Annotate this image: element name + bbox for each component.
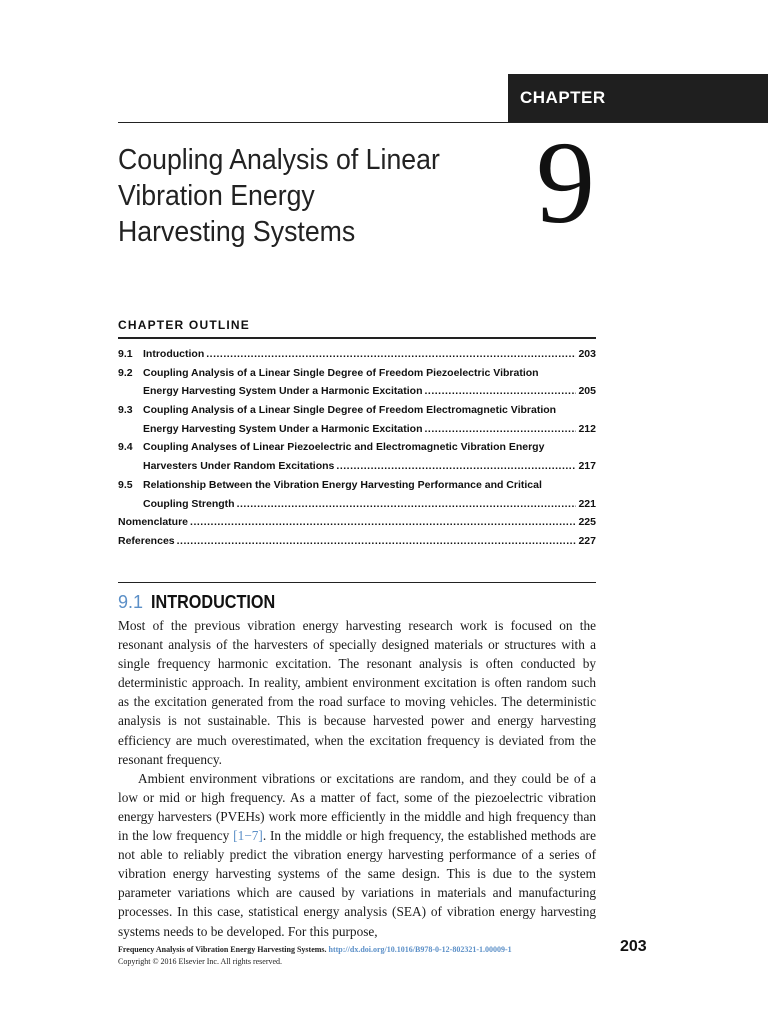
outline-entry[interactable] xyxy=(118,532,596,551)
outline-entry-continuation[interactable] xyxy=(118,420,596,439)
outline-entry-title: Coupling Analysis of a Linear Single Degree of Freedom Electromagnetic Vibration xyxy=(143,404,557,417)
outline-rule xyxy=(118,337,596,339)
body-paragraph xyxy=(118,769,596,941)
page-number: 203 xyxy=(620,938,647,955)
outline-leader-dots xyxy=(237,495,577,514)
outline-entry-page: 205 xyxy=(578,385,596,398)
footer-copyright: Copyright © 2016 Elsevier Inc. All rights reserved. xyxy=(118,957,283,966)
outline-entry-title: Coupling Analysis of a Linear Single Degree of Freedom Piezoelectric Vibration xyxy=(143,366,539,379)
body-paragraph: Most of the previous vibration energy harvesting research work is focused on the resonant analysis of the harvesters of specially designed materials or structures with a single frequency harmonic excitation. The resonant analysis is often conducted by deterministic approach. In reality, ambient environment excitation is often random such as the excitation generated from the road surface to moving vehicles. The deterministic analysis is not sustainable. This is because harvested power and energy harvesting efficiency are much overestimated, when the excitation frequency is deviated from the resonant frequency. xyxy=(118,618,596,767)
outline-entry-number: 9.1 xyxy=(118,348,133,360)
outline-entry-title: Relationship Between the Vibration Energy Harvesting Performance and Critical xyxy=(143,478,542,491)
outline-entry-title: Coupling Analyses of Linear Piezoelectric and Electromagnetic Vibration Energy xyxy=(143,441,545,454)
outline-entry-page: 203 xyxy=(578,348,596,360)
outline-entry-number: 9.2 xyxy=(118,366,133,379)
footer-book-title: Frequency Analysis of Vibration Energy Harvesting Systems. xyxy=(118,945,327,954)
outline-leader-dots xyxy=(425,382,577,401)
outline-entry-continuation[interactable] xyxy=(118,457,596,476)
outline-entry-page: 227 xyxy=(578,534,596,547)
chapter-title-line: Coupling Analysis of Linear xyxy=(118,144,440,176)
section-rule xyxy=(118,582,596,583)
paragraph-text: . In the middle or high frequency, the established methods are not able to reliably predict the vibration energy harvesting performance of a series of vibration energy harvesting systems of the same design. This is due to the system parameter variations which are caused by variations in materials and manufacturing processes. In this case, statistical energy analysis (SEA) of vibration energy harvesting systems needs to be developed. For this purpose, xyxy=(118,828,596,939)
outline-entry-page: 212 xyxy=(578,422,596,435)
citation-link[interactable]: [1−7] xyxy=(233,828,263,844)
outline-entry-number: 9.5 xyxy=(118,478,133,491)
outline-entry[interactable] xyxy=(118,438,596,457)
doi-link[interactable]: http://dx.doi.org/10.1016/B978-0-12-802321-1.00009-1 xyxy=(328,945,512,954)
outline-entry[interactable] xyxy=(118,364,596,383)
outline-entry-title: Harvesters Under Random Excitations xyxy=(143,460,335,473)
outline-entry[interactable] xyxy=(118,401,596,420)
outline-entry-title: References xyxy=(118,534,175,547)
outline-entry[interactable] xyxy=(118,476,596,495)
outline-entry-title: Introduction xyxy=(143,348,205,360)
outline-entry-continuation[interactable] xyxy=(118,495,596,514)
outline-entry-title: Energy Harvesting System Under a Harmonic Excitation xyxy=(143,385,423,398)
chapter-title-line: Vibration Energy xyxy=(118,180,315,212)
footer-citation xyxy=(118,944,588,956)
outline-entry-continuation[interactable] xyxy=(118,382,596,401)
outline-entry-title: Nomenclature xyxy=(118,516,189,529)
outline-leader-dots xyxy=(177,532,577,551)
chapter-number: 9 xyxy=(536,117,595,248)
outline-leader-dots xyxy=(425,420,577,439)
outline-leader-dots xyxy=(336,457,576,476)
outline-entry-title: Energy Harvesting System Under a Harmonic Excitation xyxy=(143,422,423,435)
chapter-title-line: Harvesting Systems xyxy=(118,216,356,248)
page-footer xyxy=(118,944,588,968)
chapter-outline xyxy=(118,345,596,551)
outline-heading: CHAPTER OUTLINE xyxy=(118,318,250,332)
outline-entry-title: Coupling Strength xyxy=(143,497,235,510)
outline-entry-page: 225 xyxy=(578,516,596,529)
section-body xyxy=(118,616,596,941)
outline-leader-dots xyxy=(190,513,576,532)
section-number: 9.1 xyxy=(118,592,144,612)
outline-entry[interactable] xyxy=(118,513,596,532)
section-title: INTRODUCTION xyxy=(151,592,276,612)
chapter-label-tab: CHAPTER xyxy=(508,74,768,122)
outline-entry-number: 9.3 xyxy=(118,404,133,417)
outline-leader-dots xyxy=(206,345,576,364)
chapter-title xyxy=(118,142,486,250)
outline-entry-page: 221 xyxy=(578,497,596,510)
outline-entry-number: 9.4 xyxy=(118,441,133,454)
header-rule xyxy=(118,122,768,123)
outline-entry[interactable] xyxy=(118,345,596,364)
section-heading xyxy=(118,590,289,614)
paragraph-text: Ambient environment vibrations or excitations are random, and they could be of a low or mid or high frequency. As a matter of fact, some of the piezoelectric vibration energy harvesters (PVEHs) work more efficiently in the middle and high frequency than in the low frequency xyxy=(118,770,596,844)
outline-entry-page: 217 xyxy=(578,460,596,473)
